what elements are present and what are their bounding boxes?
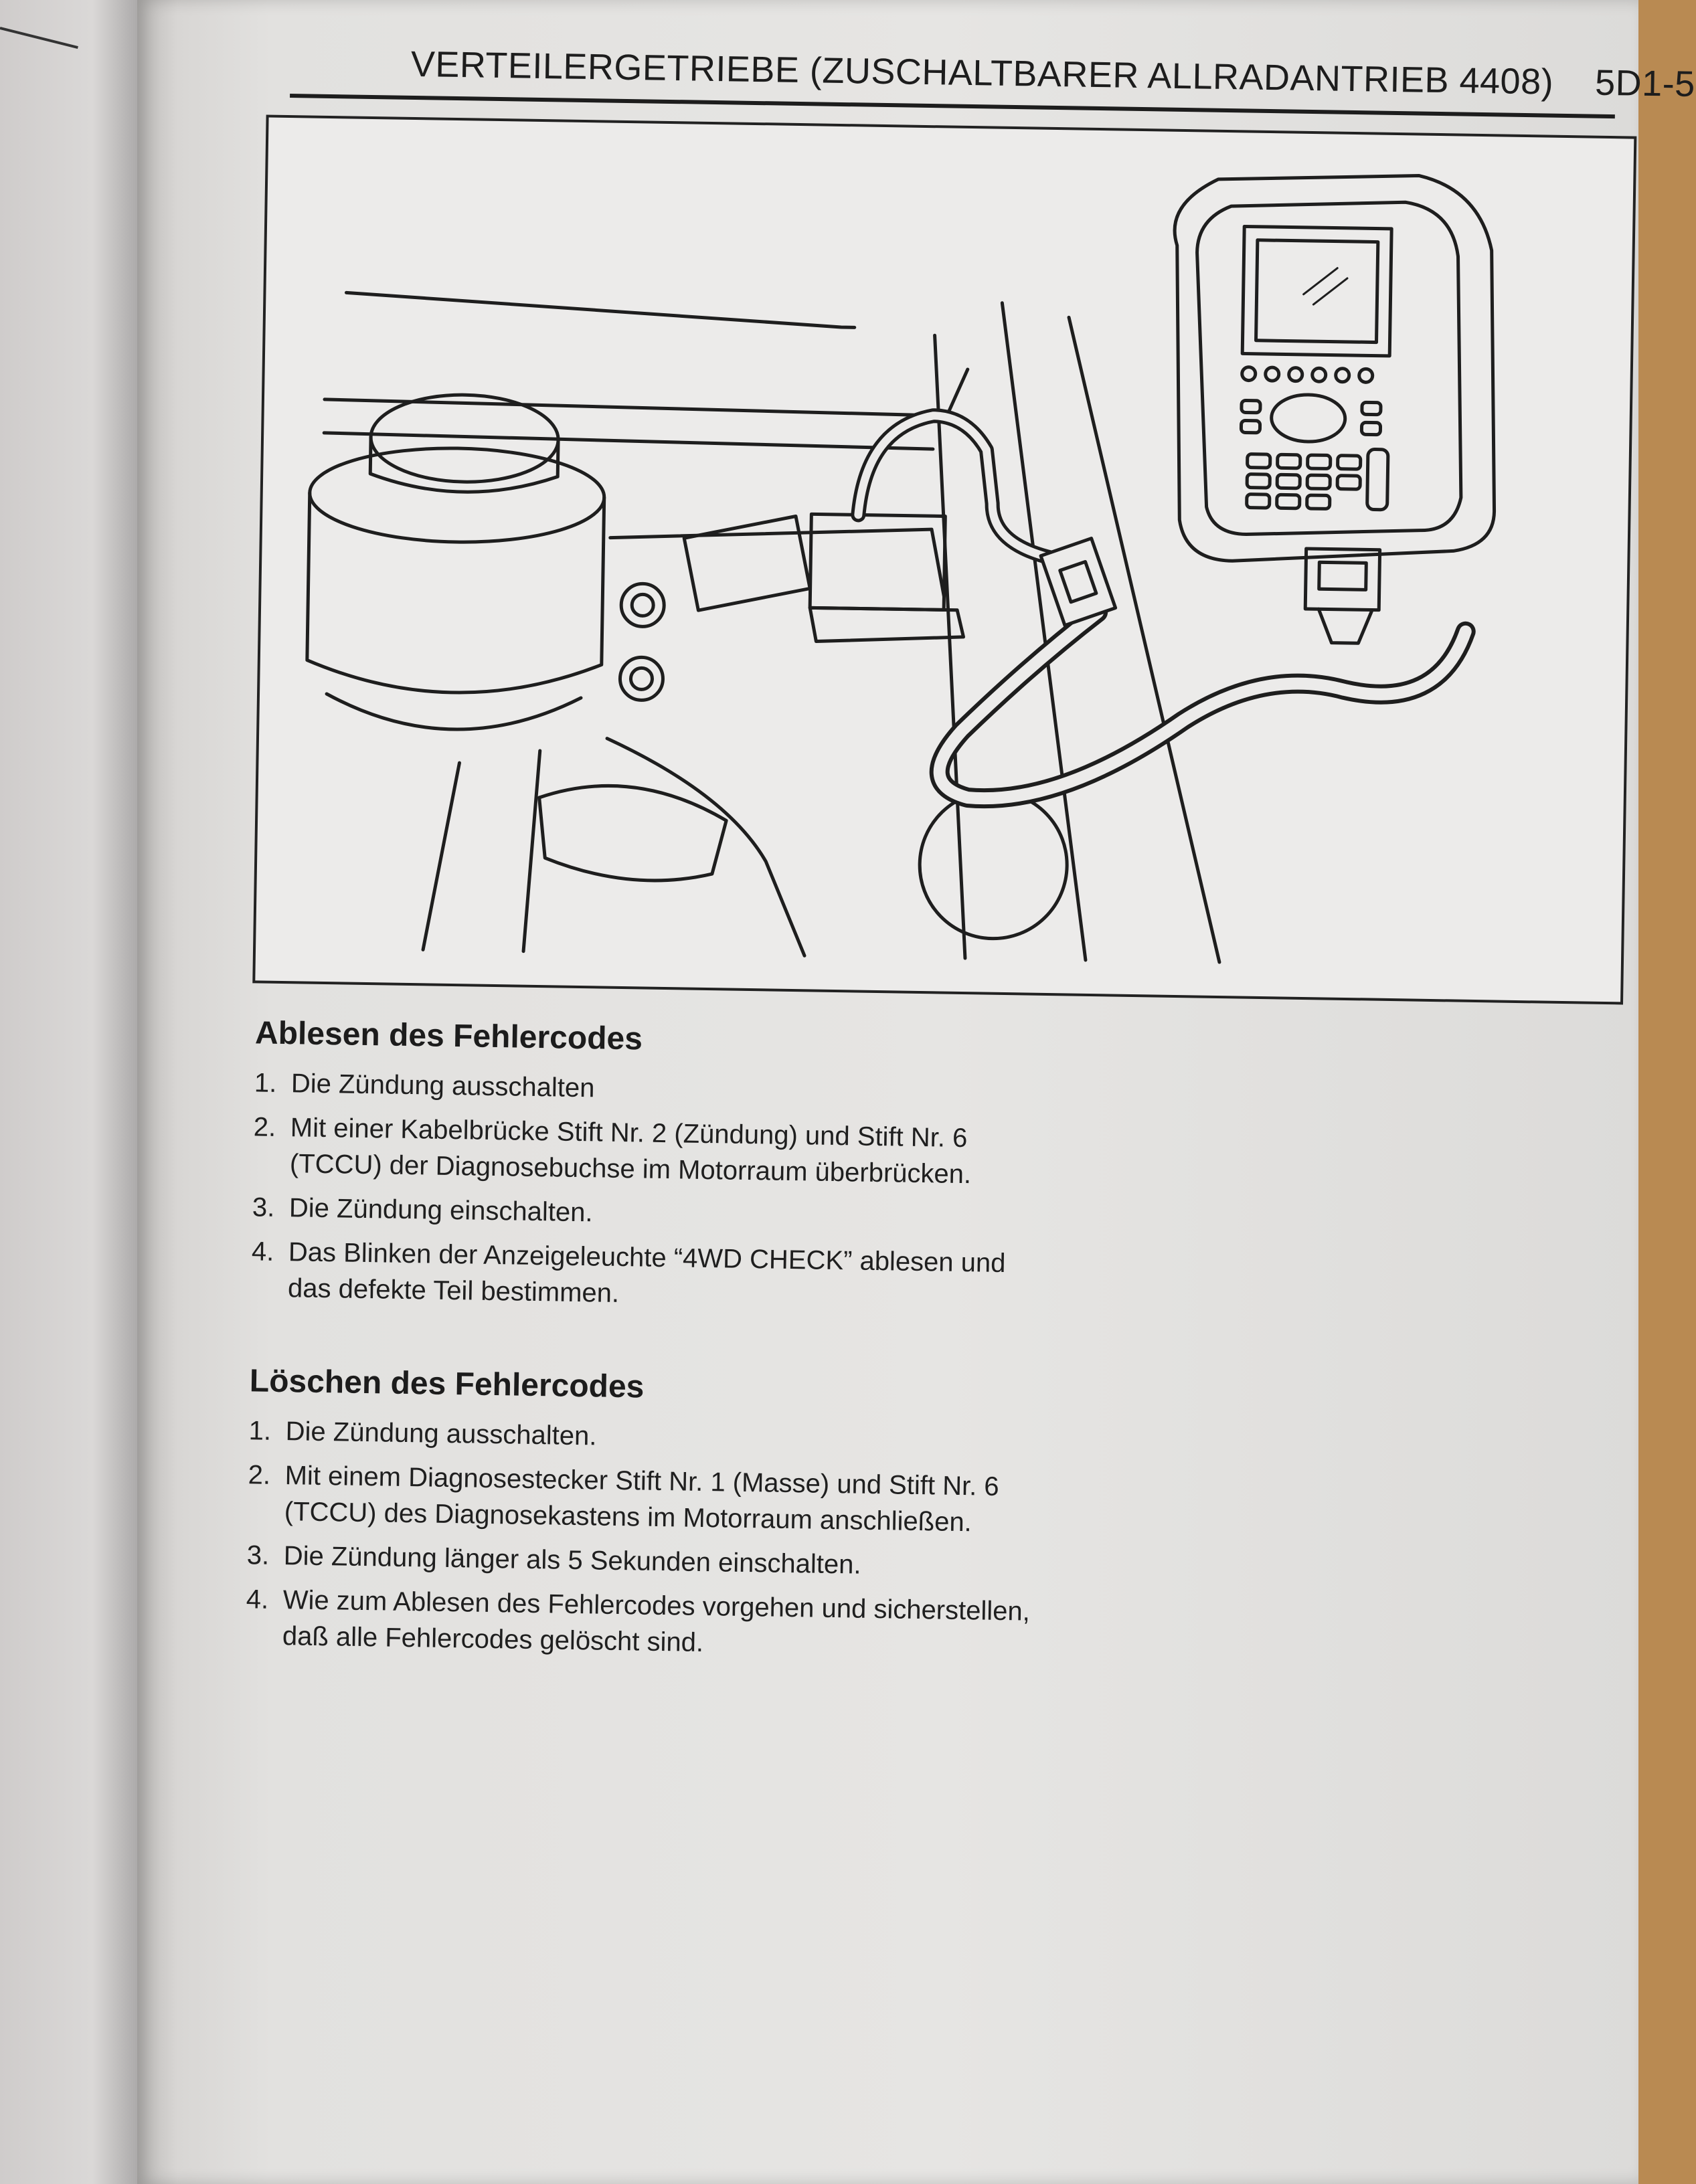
engine-bay-figure — [252, 114, 1636, 1004]
list-item: 3. Die Zündung einschalten. — [252, 1192, 593, 1228]
connector-icon — [1039, 537, 1116, 626]
list-item: 2. Mit einer Kabelbrücke Stift Nr. 2 (Zündung) und Stift Nr. 6 (TCCU) der Diagnosebuchse im Motorraum überbrücken. — [253, 1112, 972, 1190]
list-item: 1. Die Zündung ausschalten — [254, 1068, 595, 1103]
manual-page — [137, 0, 1696, 2184]
list-item: 2. Mit einem Diagnosestecker Stift Nr. 1 (Masse) und Stift Nr. 6 (TCCU) des Diagnosekastens im Motorraum anschließen. — [248, 1460, 999, 1538]
page-number: 5D1-5 — [1594, 62, 1696, 105]
list-item: 4. Das Blinken der Anzeigeleuchte “4WD CHECK” ablesen und das defekte Teil bestimmen. — [251, 1237, 1006, 1308]
list-item: 1. Die Zündung ausschalten. — [248, 1416, 597, 1451]
read-steps-list — [250, 1065, 1044, 1326]
clear-section-title: Löschen des Fehlercodes — [249, 1363, 645, 1405]
read-section-title: Ablesen des Fehlercodes — [254, 1015, 643, 1057]
pen-mark — [0, 27, 78, 49]
page-header — [410, 43, 1695, 105]
list-item: 3. Die Zündung länger als 5 Sekunden einschalten. — [246, 1540, 861, 1580]
header-title: VERTEILERGETRIEBE (ZUSCHALTBARER ALLRADANTRIEB 4408) — [410, 43, 1554, 102]
diagnostic-scan-tool-icon — [1168, 172, 1499, 646]
clear-steps-list — [245, 1413, 1039, 1673]
engine-bay-illustration — [255, 118, 1634, 1002]
list-item: 4. Wie zum Ablesen des Fehlercodes vorgehen und sicherstellen, daß alle Fehlercodes gelöscht sind. — [246, 1584, 1031, 1658]
left-page-edge — [0, 0, 154, 2184]
page-content — [178, 13, 1696, 1708]
